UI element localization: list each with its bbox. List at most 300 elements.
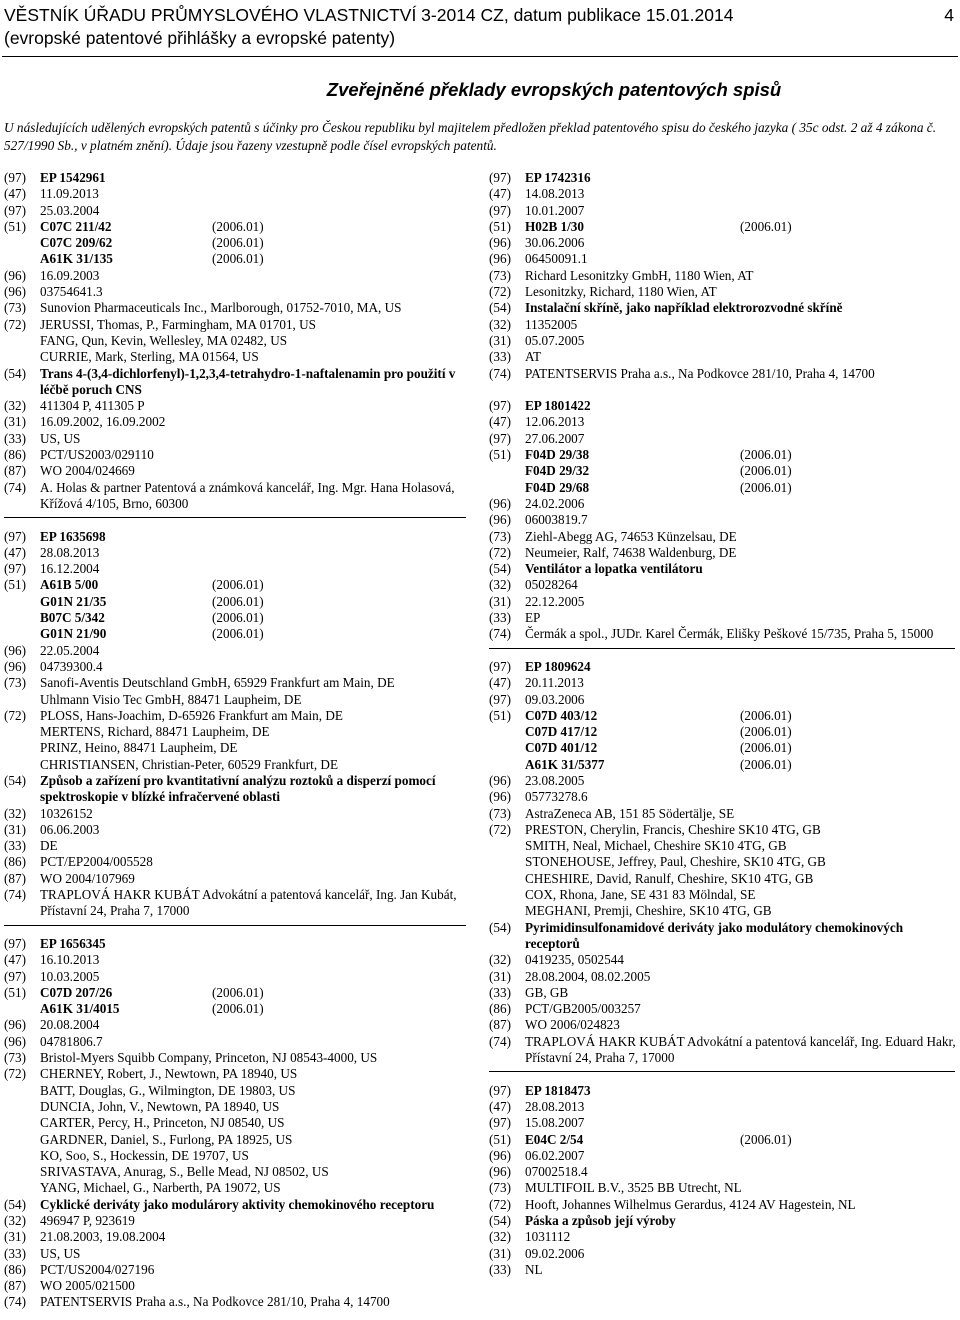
field-code: (32) <box>489 577 511 593</box>
field-code: (97) <box>4 561 26 577</box>
field-value: 06.02.2007 <box>525 1147 585 1163</box>
patent-field-line <box>4 659 464 675</box>
patent-field-line <box>489 789 957 805</box>
patent-field-line <box>4 561 464 577</box>
classification-version: (2006.01) <box>740 479 792 495</box>
patent-field-line <box>489 512 957 528</box>
field-code: (32) <box>489 1229 511 1245</box>
field-value: 05.07.2005 <box>525 332 585 348</box>
patent-field-line <box>4 610 464 626</box>
field-value: C07D 401/12 <box>525 740 598 756</box>
patent-field-line <box>489 170 957 186</box>
field-code: (96) <box>489 772 511 788</box>
field-value: CHRISTIANSEN, Christian-Peter, 60529 Frankfurt, DE <box>40 756 338 772</box>
patent-field-line <box>4 577 464 593</box>
field-value: CARTER, Percy, H., Princeton, NJ 08540, US <box>40 1115 285 1131</box>
patent-field-line <box>489 268 957 284</box>
patent-field-line <box>4 349 464 365</box>
patent-field-line <box>489 561 957 577</box>
patent-field-line <box>489 708 957 724</box>
field-code: (72) <box>489 1196 511 1212</box>
field-code: (96) <box>489 1147 511 1163</box>
field-value: B07C 5/342 <box>40 610 105 626</box>
patent-field-line <box>4 366 464 399</box>
page-number: 4 <box>944 5 954 25</box>
patent-field-line <box>4 740 464 756</box>
patent-field-line <box>4 1278 464 1294</box>
field-code: (97) <box>489 691 511 707</box>
field-code: (97) <box>4 202 26 218</box>
field-value: 11352005 <box>525 316 578 332</box>
field-value: YANG, Michael, G., Narberth, PA 19072, US <box>40 1180 281 1196</box>
field-value: PATENTSERVIS Praha a.s., Na Podkovce 281/10, Praha 4, 14700 <box>525 365 875 381</box>
field-value: 10326152 <box>40 805 93 821</box>
classification-version: (2006.01) <box>212 984 264 1000</box>
field-value: 20.08.2004 <box>40 1017 100 1033</box>
field-code: (31) <box>4 1229 26 1245</box>
field-value: 496947 P, 923619 <box>40 1213 135 1228</box>
field-value: SMITH, Neal, Michael, Cheshire SK10 4TG, GB <box>525 838 787 854</box>
field-value: Trans 4-(3,4-dichlorfenyl)-1,2,3,4-tetrahydro-1-naftalenamin pro použití v léčbě poruch CNS <box>40 365 456 397</box>
field-value: C07D 207/26 <box>40 984 113 1000</box>
field-code: (74) <box>4 887 26 903</box>
patent-field-line <box>489 1034 957 1067</box>
patent-field-line <box>489 659 957 675</box>
classification-version: (2006.01) <box>212 1001 264 1017</box>
field-value: 1031112 <box>525 1229 571 1245</box>
left-column <box>4 170 464 1311</box>
patent-field-line <box>489 1132 957 1148</box>
field-code: (33) <box>489 1261 511 1277</box>
field-value: Instalační skříně, jako například elektrorozvodné skříně <box>525 300 843 316</box>
field-value: KO, Soo, S., Hockessin, DE 19707, US <box>40 1147 249 1163</box>
field-value: TRAPLOVÁ HAKR KUBÁT Advokátní a patentová kancelář, Ing. Eduard Hakr, Přístavní 24, Praha 7, 17000 <box>525 1033 956 1066</box>
field-value: 06.06.2003 <box>40 821 100 837</box>
patent-field-line <box>4 1148 464 1164</box>
field-code: (51) <box>489 707 511 723</box>
field-code: (32) <box>4 1213 26 1228</box>
patent-field-line <box>489 463 957 479</box>
field-value: EP 1656345 <box>40 935 106 951</box>
field-value: 0419235, 0502544 <box>525 952 624 968</box>
field-value: CHESHIRE, David, Ranulf, Cheshire, SK10 4TG, GB <box>525 870 814 886</box>
field-code: (54) <box>489 919 511 935</box>
field-value: DE <box>40 838 58 854</box>
field-code: (73) <box>4 675 26 691</box>
patent-field-line <box>4 806 464 822</box>
field-value: 16.12.2004 <box>40 561 100 577</box>
patent-field-line <box>4 1017 464 1033</box>
field-value: C07C 211/42 <box>40 218 112 234</box>
field-value: PLOSS, Hans-Joachim, D-65926 Frankfurt am Main, DE <box>40 707 343 723</box>
field-code: (73) <box>489 805 511 821</box>
field-value: A61K 31/4015 <box>40 1001 120 1017</box>
field-value: F04D 29/38 <box>525 447 590 463</box>
field-code: (96) <box>489 235 511 251</box>
field-value: Lesonitzky, Richard, 1180 Wien, AT <box>525 284 717 300</box>
field-code: (51) <box>489 447 511 463</box>
field-value: 28.08.2013 <box>40 544 100 560</box>
field-code: (74) <box>489 365 511 381</box>
field-code: (73) <box>4 1050 26 1066</box>
patent-field-line <box>4 1180 464 1196</box>
field-value: PATENTSERVIS Praha a.s., Na Podkovce 281/10, Praha 4, 14700 <box>40 1294 390 1310</box>
patent-field-line <box>4 414 464 430</box>
patent-field-line <box>489 349 957 365</box>
patent-field-line <box>4 936 464 952</box>
field-value: CHERNEY, Robert, J., Newtown, PA 18940, US <box>40 1066 298 1082</box>
field-value: Uhlmann Visio Tec GmbH, 88471 Laupheim, DE <box>40 691 302 707</box>
patent-field-line <box>489 1180 957 1196</box>
field-value: EP 1809624 <box>525 658 591 674</box>
classification-version: (2006.01) <box>740 447 792 463</box>
field-value: DUNCIA, John, V., Newtown, PA 18940, US <box>40 1098 280 1114</box>
field-code: (33) <box>4 1245 26 1261</box>
field-value: JERUSSI, Thomas, P., Farmingham, MA 01701, US <box>40 316 316 332</box>
field-value: 10.01.2007 <box>525 202 585 218</box>
patent-field-line <box>489 1083 957 1099</box>
field-code: (86) <box>4 1261 26 1277</box>
patent-field-line <box>489 871 957 887</box>
field-code: (47) <box>4 186 26 202</box>
patent-field-line <box>489 1213 957 1229</box>
patent-field-line <box>489 1017 957 1033</box>
patent-field-line <box>489 626 957 642</box>
field-code: (54) <box>4 772 26 788</box>
patent-field-line <box>4 1294 464 1310</box>
field-code: (73) <box>4 300 26 316</box>
header-divider <box>2 56 958 57</box>
field-value: MERTENS, Richard, 88471 Laupheim, DE <box>40 724 270 740</box>
field-value: 20.11.2013 <box>525 675 584 691</box>
patent-field-line <box>4 757 464 773</box>
field-value: AstraZeneca AB, 151 85 Södertälje, SE <box>525 805 735 821</box>
patent-field-line <box>489 545 957 561</box>
field-code: (97) <box>4 528 26 544</box>
patent-field-line <box>489 414 957 430</box>
field-value: 12.06.2013 <box>525 414 585 430</box>
classification-version: (2006.01) <box>212 251 264 267</box>
patent-field-line <box>489 1148 957 1164</box>
field-code: (96) <box>4 1017 26 1033</box>
patent-field-line <box>489 740 957 756</box>
patent-field-line <box>4 626 464 642</box>
patent-field-line <box>4 594 464 610</box>
field-code: (97) <box>489 202 511 218</box>
field-value: 09.03.2006 <box>525 691 585 707</box>
field-code: (73) <box>489 267 511 283</box>
patent-field-line <box>4 186 464 202</box>
field-code: (31) <box>4 414 26 430</box>
patent-field-line <box>4 887 464 920</box>
field-value: 28.08.2013 <box>525 1098 585 1114</box>
patent-field-line <box>489 300 957 316</box>
classification-version: (2006.01) <box>740 724 792 740</box>
patent-field-line <box>4 1197 464 1213</box>
patent-field-line <box>4 398 464 414</box>
patent-field-line <box>4 219 464 235</box>
field-value: STONEHOUSE, Jeffrey, Paul, Cheshire, SK10 4TG, GB <box>525 854 826 870</box>
patent-field-line <box>489 1115 957 1131</box>
field-value: 22.12.2005 <box>525 593 585 609</box>
field-value: 05773278.6 <box>525 789 588 805</box>
classification-version: (2006.01) <box>740 463 792 479</box>
field-code: (72) <box>489 544 511 560</box>
field-value: 21.08.2003, 19.08.2004 <box>40 1229 166 1245</box>
field-value: A61K 31/135 <box>40 251 113 267</box>
field-value: WO 2004/107969 <box>40 870 135 886</box>
field-value: 28.08.2004, 08.02.2005 <box>525 968 651 984</box>
field-code: (31) <box>489 593 511 609</box>
patent-field-line <box>4 724 464 740</box>
field-value: EP <box>525 610 541 626</box>
field-value: GARDNER, Daniel, S., Furlong, PA 18925, US <box>40 1131 293 1147</box>
field-value: PCT/US2003/029110 <box>40 447 154 463</box>
field-code: (51) <box>489 218 511 234</box>
journal-subtitle: (evropské patentové přihlášky a evropské patenty) <box>4 28 396 48</box>
patent-field-line <box>4 333 464 349</box>
patent-field-line <box>4 675 464 691</box>
entry-separator <box>489 643 957 659</box>
patent-field-line <box>489 594 957 610</box>
journal-title: VĚSTNÍK ÚŘADU PRŮMYSLOVÉHO VLASTNICTVÍ 3-2014 CZ, datum publikace 15.01.2014 <box>4 5 734 25</box>
field-value: C07D 417/12 <box>525 724 598 740</box>
patent-field-line <box>489 317 957 333</box>
patent-field-line <box>4 692 464 708</box>
field-code: (96) <box>4 658 26 674</box>
field-value: Ventilátor a lopatka ventilátoru <box>525 561 703 577</box>
field-value: AT <box>525 349 542 365</box>
patent-field-line <box>489 431 957 447</box>
field-code: (31) <box>489 332 511 348</box>
patent-field-line <box>4 545 464 561</box>
patent-field-line <box>4 838 464 854</box>
field-value: A61K 31/5377 <box>525 756 605 772</box>
patent-field-line <box>4 643 464 659</box>
patent-field-line <box>4 1229 464 1245</box>
field-code: (47) <box>4 952 26 968</box>
field-code: (97) <box>489 658 511 674</box>
field-value: 05028264 <box>525 577 578 593</box>
field-value: 411304 P, 411305 P <box>40 398 145 414</box>
patent-field-line <box>489 398 957 414</box>
field-code: (33) <box>489 984 511 1000</box>
field-value: 04781806.7 <box>40 1033 103 1049</box>
field-code: (32) <box>489 316 511 332</box>
field-value: 06450091.1 <box>525 251 588 267</box>
patent-field-line <box>4 1001 464 1017</box>
field-value: EP 1818473 <box>525 1082 591 1098</box>
patent-field-line <box>489 284 957 300</box>
patent-field-line <box>4 284 464 300</box>
patent-field-line <box>4 529 464 545</box>
patent-field-line <box>489 1262 957 1278</box>
field-value: Páska a způsob její výroby <box>525 1213 676 1228</box>
field-value: 25.03.2004 <box>40 202 100 218</box>
field-code: (96) <box>489 512 511 528</box>
patent-field-line <box>489 529 957 545</box>
patent-field-line <box>4 985 464 1001</box>
field-code: (47) <box>489 186 511 202</box>
field-value: COX, Rhona, Jane, SE 431 83 Mölndal, SE <box>525 887 756 903</box>
patent-field-line <box>4 1099 464 1115</box>
field-value: Ziehl-Abegg AG, 74653 Künzelsau, DE <box>525 528 737 544</box>
field-value: C07C 209/62 <box>40 235 113 251</box>
classification-version: (2006.01) <box>740 740 792 756</box>
field-code: (31) <box>489 968 511 984</box>
field-value: Čermák a spol., JUDr. Karel Čermák, Elišky Peškové 15/735, Praha 5, 15000 <box>525 626 934 642</box>
field-code: (96) <box>4 1033 26 1049</box>
patent-field-line <box>4 317 464 333</box>
field-code: (47) <box>489 1098 511 1114</box>
patent-field-line <box>4 300 464 316</box>
field-code: (72) <box>4 707 26 723</box>
field-value: H02B 1/30 <box>525 218 584 234</box>
field-code: (97) <box>4 968 26 984</box>
patent-field-line <box>4 1213 464 1229</box>
field-value: MEGHANI, Premji, Cheshire, SK10 4TG, GB <box>525 903 772 919</box>
field-value: Richard Lesonitzky GmbH, 1180 Wien, AT <box>525 267 754 283</box>
field-code: (97) <box>489 1115 511 1131</box>
patent-field-line <box>489 1164 957 1180</box>
field-value: Pyrimidinsulfonamidové deriváty jako modulátory chemokinových receptorů <box>525 919 904 951</box>
field-code: (96) <box>4 642 26 658</box>
field-value: A. Holas & partner Patentová a známková kancelář, Ing. Mgr. Hana Holasová, Křížová 4/105, Brno, 60300 <box>40 479 455 511</box>
field-code: (72) <box>4 1066 26 1082</box>
field-value: NL <box>525 1261 543 1277</box>
field-value: A61B 5/00 <box>40 577 99 593</box>
field-code: (32) <box>4 398 26 414</box>
classification-version: (2006.01) <box>212 610 264 626</box>
field-code: (96) <box>4 284 26 300</box>
field-value: BATT, Douglas, G., Wilmington, DE 19803, US <box>40 1082 296 1098</box>
patent-field-line <box>4 1050 464 1066</box>
field-value: 23.08.2005 <box>525 772 585 788</box>
field-code: (54) <box>4 365 26 381</box>
field-code: (74) <box>489 1033 511 1049</box>
classification-version: (2006.01) <box>212 235 264 251</box>
patent-field-line <box>489 447 957 463</box>
field-code: (73) <box>489 528 511 544</box>
field-value: FANG, Qun, Kevin, Wellesley, MA 02482, US <box>40 332 288 348</box>
field-code: (87) <box>489 1017 511 1033</box>
field-value: 09.02.2006 <box>525 1245 585 1261</box>
field-value: 16.09.2003 <box>40 267 100 283</box>
patent-field-line <box>4 854 464 870</box>
patent-field-line <box>4 1262 464 1278</box>
field-code: (33) <box>489 610 511 626</box>
field-code: (97) <box>4 170 26 185</box>
field-value: Cyklické deriváty jako modulárory aktivity chemokinového receptoru <box>40 1196 435 1212</box>
field-value: US, US <box>40 430 81 446</box>
field-value: 10.03.2005 <box>40 968 100 984</box>
patent-field-line <box>4 447 464 463</box>
field-code: (32) <box>4 805 26 821</box>
field-value: PCT/EP2004/005528 <box>40 854 153 870</box>
right-column <box>489 170 957 1278</box>
patent-field-line <box>489 675 957 691</box>
field-value: E04C 2/54 <box>525 1131 584 1147</box>
field-code: (86) <box>489 1001 511 1017</box>
field-code: (47) <box>489 414 511 430</box>
patent-field-line <box>489 969 957 985</box>
field-value: 14.08.2013 <box>525 186 585 202</box>
field-code: (86) <box>4 447 26 463</box>
field-code: (97) <box>489 170 511 185</box>
field-code: (54) <box>489 561 511 577</box>
field-code: (96) <box>489 251 511 267</box>
field-value: Sanofi-Aventis Deutschland GmbH, 65929 Frankfurt am Main, DE <box>40 675 395 691</box>
patent-field-line <box>489 1229 957 1245</box>
patent-field-line <box>489 1246 957 1262</box>
patent-field-line <box>489 186 957 202</box>
field-code: (72) <box>489 821 511 837</box>
field-code: (97) <box>489 430 511 446</box>
patent-field-line <box>489 773 957 789</box>
field-code: (97) <box>4 935 26 951</box>
field-value: WO 2004/024669 <box>40 463 135 479</box>
patent-field-line <box>4 1083 464 1099</box>
field-value: WO 2006/024823 <box>525 1017 620 1033</box>
patent-field-line <box>4 969 464 985</box>
field-code: (87) <box>4 463 26 479</box>
field-value: PRINZ, Heino, 88471 Laupheim, DE <box>40 740 238 756</box>
patent-field-line <box>489 1001 957 1017</box>
field-code: (51) <box>4 577 26 593</box>
field-value: EP 1542961 <box>40 170 106 185</box>
field-code: (33) <box>489 349 511 365</box>
field-value: EP 1801422 <box>525 398 591 414</box>
field-code: (72) <box>489 284 511 300</box>
field-code: (33) <box>4 838 26 854</box>
field-value: 16.10.2013 <box>40 952 100 968</box>
section-title: Zveřejněné překlady evropských patentových spisů <box>326 79 782 100</box>
classification-version: (2006.01) <box>212 577 264 593</box>
patent-field-line <box>489 692 957 708</box>
field-code: (31) <box>4 821 26 837</box>
field-value: EP 1635698 <box>40 528 106 544</box>
field-code: (33) <box>4 430 26 446</box>
patent-field-line <box>489 1197 957 1213</box>
patent-field-line <box>489 219 957 235</box>
field-code: (51) <box>489 1131 511 1147</box>
field-code: (73) <box>489 1180 511 1196</box>
field-value: WO 2005/021500 <box>40 1278 135 1294</box>
field-value: 30.06.2006 <box>525 235 585 251</box>
field-code: (72) <box>4 316 26 332</box>
field-value: 24.02.2006 <box>525 495 585 511</box>
patent-field-line <box>4 431 464 447</box>
field-value: MULTIFOIL B.V., 3525 BB Utrecht, NL <box>525 1180 742 1196</box>
field-value: PCT/GB2005/003257 <box>525 1001 641 1017</box>
field-code: (51) <box>4 218 26 234</box>
patent-field-line <box>489 724 957 740</box>
field-value: Hooft, Johannes Wilhelmus Gerardus, 4124 AV Hagestein, NL <box>525 1196 856 1212</box>
field-code: (54) <box>489 1213 511 1228</box>
patent-field-line <box>489 1099 957 1115</box>
field-value: TRAPLOVÁ HAKR KUBÁT Advokátní a patentová kancelář, Ing. Jan Kubát, Přístavní 24, Praha 7, 17000 <box>40 887 457 919</box>
patent-field-line <box>4 1164 464 1180</box>
patent-field-line <box>489 920 957 953</box>
patent-field-line <box>489 903 957 919</box>
field-value: Sunovion Pharmaceuticals Inc., Marlborough, 01752-7010, MA, US <box>40 300 402 316</box>
patent-field-line <box>489 610 957 626</box>
field-code: (87) <box>4 870 26 886</box>
field-value: 11.09.2013 <box>40 186 99 202</box>
field-code: (32) <box>489 952 511 968</box>
field-value: EP 1742316 <box>525 170 591 185</box>
patent-field-line <box>4 952 464 968</box>
